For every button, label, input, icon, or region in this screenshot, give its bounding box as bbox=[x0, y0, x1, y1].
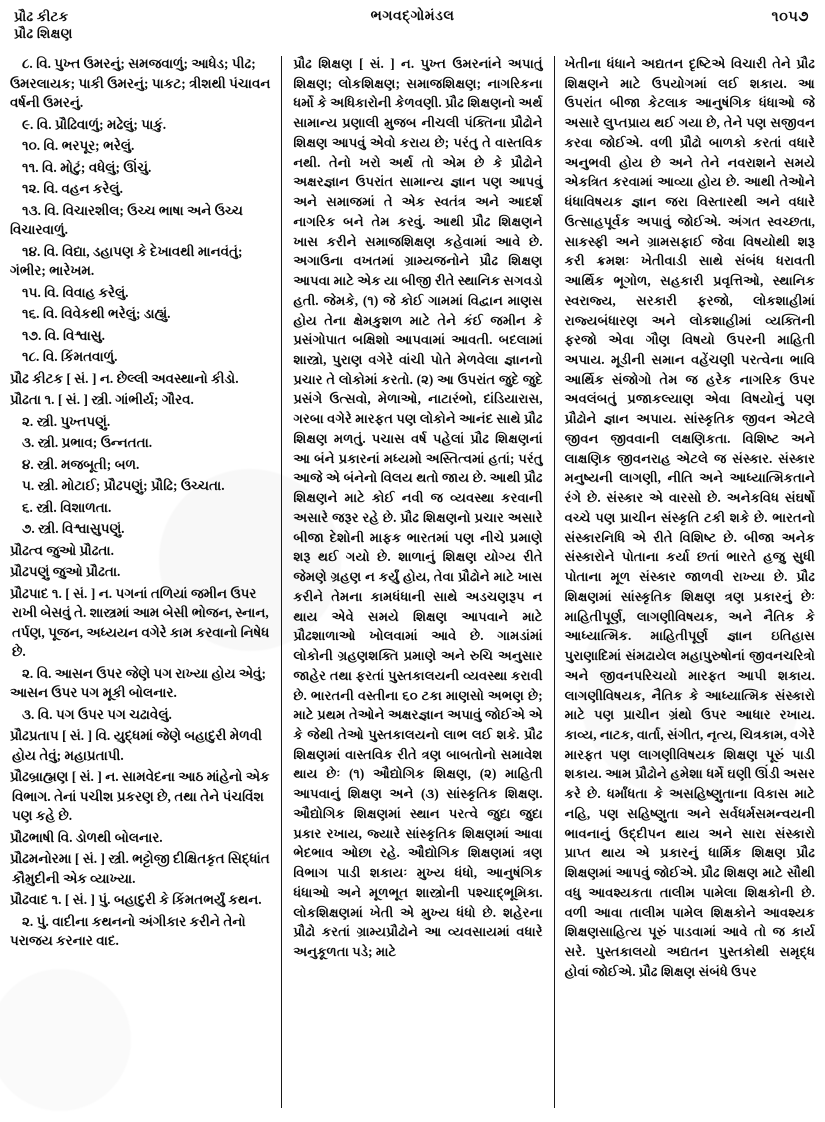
dictionary-entry: પ્રૌઢપાદ ૧. [ સં. ] ન. પગનાં તળિયાં જમીન ઉપર રાખી બેસવું તે. શાસ્ત્રમાં આમ બેસી ભોજન, સ્નાન, તર્પણ, પૂજન, અધ્યયન વગેરે કામ કરવાનો નિષેધ છે. bbox=[10, 585, 270, 659]
entry-sense: ૩. વિ. પગ ઉપર પગ ચઢાવેલું. bbox=[22, 706, 172, 722]
dictionary-entry: પ્રૌઢબ્રાહ્મણ [ સં. ] ન. સામવેદના આઠ માંહેનો એક વિભાગ. તેનાં પચીશ પ્રકરણ છે, તથા તેને પંચવિંશ પણ કહે છે. bbox=[10, 769, 270, 823]
dictionary-entry: પ્રૌઢ શિક્ષણ [ સં. ] ન. પુખ્ત ઉમરનાંને અપાતું શિક્ષણ; લોકશિક્ષણ; સમાજશિક્ષણ; નાગરિકના ધર્મો કે અધિકારોની કેળવણી. પ્રૌઢ શિક્ષણનો અર્થ સામાન્ય પ્રણાલી મુજબ નીચલી પંક્તિના પ્રૌઢોને શિક્ષણ આપવું એવો કરાય છે; પરંતુ તે વાસ્તવિક નથી. તેનો ખરો અર્થ તો એમ છે કે પ્રૌઢોને અક્ષરજ્ઞાન ઉપરાંત સામાન્ય જ્ઞાન પણ આપવું અને સમાજમાં તે એક સ્વતંત્ર અને આદર્શ નાગરિક બને તેમ કરવું. આથી પ્રૌઢ શિક્ષણને ખાસ કરીને સમાજશિક્ષણ કહેવામાં આવે છે. અગાઉના વખતમાં ગ્રામ્યજનોને પ્રૌઢ શિક્ષણ આપવા માટે એક યા બીજી રીતે સ્થાનિક સગવડો હતી. જેમકે, (૧) જે કોઈ ગામમાં વિદ્વાન માણસ હોય તેના ક્ષેમકુશળ માટે તેને કંઈ જમીન કે પ્રસંગોપાત બક્ષિશો આપવામાં આવતી. બદલામાં શાસ્ત્રો, પુરાણ વગેરે વાંચી પોતે મેળવેલા જ્ઞાનનો પ્રચાર તે લોકોમાં કરતો. (૨) આ ઉપરાંત જુદે જુદે પ્રસંગે ઉત્સવો, મેળાઓ, નાટારંભો, દાંડિયારાસ, ગરબા વગેરે મારફત પણ લોકોને આનંદ સાથે પ્રૌઢ શિક્ષણ મળતું. પચાસ વર્ષ પહેલાં પ્રૌઢ શિક્ષણનાં આ બંને પ્રકારનાં મધ્યમો અસ્તિત્વમાં હતાં; પરંતુ આજે એ બંનેનો વિલય થતો જાય છે. આથી પ્રૌઢ શિક્ષણને માટે કોઈ નવી જ વ્યવસ્થા કરવાની અસારે જરૂર રહે છે. પ્રૌઢ શિક્ષણનો પ્રચાર અસારે બીજા દેશોની માફક ભારતમાં પણ નીચે પ્રમાણે શરૂ થઈ ગયો છે. શાળાનું શિક્ષણ યોગ્ય રીતે જેમણે ગ્રહણ ન કર્યું હોય, તેવા પ્રૌઢોને માટે ખાસ કરીને તેમના કામધંધાની સાથે અડચણરૂપ ન થાય એવે સમયે શિક્ષણ આપવાને માટે પ્રૌઢશાળાઓ ખોલવામાં આવે છે. ગામડાંમાં લોકોની ગ્રહણશક્તિ પ્રમાણે અને રુચિ અનુસાર જાહેર તથા ફરતાં પુસ્તકાલયની વ્યવસ્થા કરાવી છે. ભારતની વસ્તીના ૬૦ ટકા માણસો અભણ છે; માટે પ્રથમ તેઓને અક્ષરજ્ઞાન અપાવું જોઈએ એ કે જેથી તેઓ પુસ્તકાલયનો લાભ લઈ શકે. પ્રૌઢ શિક્ષણમાં વાસ્તવિક રીતે ત્રણ બાબતોનો સમાવેશ થાય છેઃ (૧) ઔદ્યોગિક શિક્ષણ, (૨) માહિતી આપવાનું શિક્ષણ અને (૩) સાંસ્કૃતિક શિક્ષણ. ઔદ્યોગિક શિક્ષણમાં સ્થાન પરત્વે જુદા જુદા પ્રકાર રખાય, જ્યારે સાંસ્કૃતિક શિક્ષણમાં આવા ભેદભાવ ઓછા રહે. ઔદ્યોગિક શિક્ષણમાં ત્રણ વિભાગ પાડી શકાયઃ મુખ્ય ધંધો, આનુષંગિક ધંધાઓ અને મૂળભૂત શાસ્ત્રોની પશ્ચાદ્ભૂમિકા. લોકશિક્ષણમાં ખેતી એ મુખ્ય ધંધો છે. શહેરના પ્રૌઢો કરતાં ગ્રામ્યપ્રૌઢોને આ વ્યવસાયમાં વધારે અનુકૂળતા પડે; માટે bbox=[293, 56, 543, 960]
column-middle bbox=[282, 54, 553, 1114]
entry-sense: ૧૭. વિ. વિશ્વાસુ. bbox=[22, 327, 106, 343]
entry-sense: ૬. સ્ત્રી. વિશાળતા. bbox=[22, 499, 112, 515]
dictionary-entry: પ્રૌઢવાદ ૧. [ સં. ] પું. બહાદુરી કે કિંમતભર્યું કથન. bbox=[10, 892, 262, 907]
entry-sense: ૨. વિ. આસન ઉપર જેણે પગ રાખ્યા હોય એવું; આસન ઉપર પગ મૂકી બોલનાર. bbox=[10, 665, 266, 700]
running-head-left-line-2: પ્રૌઢ શિક્ષણ bbox=[14, 26, 73, 42]
entry-sense: ૧૧. વિ. મોટું; વધેલું; ઊંચું. bbox=[22, 159, 152, 175]
entry-sense: ૪. સ્ત્રી. મજબૂતી; બળ. bbox=[22, 456, 140, 472]
entry-sense: ૧૩. વિ. વિચારશીલ; ઉચ્ચ ભાષા અને ઉચ્ચ વિચારવાળું. bbox=[10, 202, 243, 237]
entry-sense: ૭. સ્ત્રી. વિશ્વાસુપણું. bbox=[22, 521, 125, 536]
entry-sense: ૧૫. વિ. વિવાહ કરેલું. bbox=[22, 284, 129, 300]
entry-continuation: ખેતીના ધંધાને અદ્યતન દૃષ્ટિએ વિચારી તેને પ્રૌઢ શિક્ષણને માટે ઉપયોગમાં લઈ શકાય. આ ઉપરાંત બીજા કેટલાક આનુષંગિક ધંધાઓ જે અસારે લુપ્તપ્રાય થઈ ગયા છે, તેને પણ સજીવન કરવા જોઈએ. વળી પ્રૌઢો બાળકો કરતાં વધારે અનુભવી હોય છે અને તેને નવરાશને સમયે એકત્રિત કરવામાં આવ્યા હોય છે. આથી તેઓને ધંધાવિષયક જ્ઞાન જરા વિસ્તારથી અને વધારે ઉત્સાહપૂર્વક અપાવું જોઈએ. અંગત સ્વચ્છતા, સાકસ્ફી અને ગ્રામસફાઈ જેવા વિષયોથી શરૂ કરી ક્રમશઃ ખેતીવાડી સાથે સંબંધ ધરાવતી આર્થિક ભૂગોળ, સહકારી પ્રવૃત્તિઓ, સ્થાનિક સ્વરાજ્ય, સરકારી ફરજો, લોકશાહીમાં રાજ્યબંધારણ અને લોકશાહીમાં વ્યક્તિની ફરજો એવા ગૌણ વિષયો ઉપરની માહિતી અપાય. મૂડીની સમાન વહેંચણી પરત્વેના ભાવિ આર્થિક સંજોગો તેમ જ હરેક નાગરિક ઉપર અવલંબતું પ્રજાકલ્યાણ એવા વિષયોનું પણ પ્રૌઢોને જ્ઞાન અપાય. સાંસ્કૃતિક જીવન એટલે જીવન જીવવાની લક્ષણિકતા. વિશિષ્ટ અને લાક્ષણિક જીવનરાહ એટલે જ સંસ્કાર. સંસ્કાર મનુષ્યની લાગણી, નીતિ અને આધ્યાત્મિકતાને રંગે છે. સંસ્કાર એ વારસો છે. અનેકવિધ સંઘર્ષો વચ્ચે પણ પ્રાચીન સંસ્કૃતિ ટકી શકે છે. ભારતનો સંસ્કારનિધિ એ રીતે વિશિષ્ટ છે. બીજા અનેક સંસ્કારોને પોતાના કર્યા છતાં ભારતે હજુ સુધી પોતાના મૂળ સંસ્કાર જાળવી રાખ્યા છે. પ્રૌઢ શિક્ષણમાં સાંસ્કૃતિક શિક્ષણ ત્રણ પ્રકારનું છેઃ માહિતીપૂર્ણ, લાગણીવિષયક, અને નૈતિક કે આધ્યાત્મિક. માહિતીપૂર્ણ જ્ઞાન ઇતિહાસ પુરાણાદિમાં સંમઢાયેલ મહાપુરુષોનાં જીવનચરિત્રો અને જીવનપરિચયો મારફત આપી શકાય. લાગણીવિષયક, નૈતિક કે આધ્યાત્મિક સંસ્કારો માટે પણ પ્રાચીન ગ્રંથો ઉપર આધાર રખાય. કાવ્ય, નાટક, વાર્તા, સંગીત, નૃત્ય, ચિત્રકામ, વગેરે મારફત પણ લાગણીવિષયક શિક્ષણ પૂરું પાડી શકાય. આમ પ્રૌઢોને હમેશા ધર્મે ઘણી ઊંડી અસર કરે છે. ધર્માંધતા કે અસહિષ્ણુતાના વિકાસ માટે નહિ, પણ સહિષ્ણુતા અને સર્વધર્મસમન્વયની ભાવનાનું ઉદ્દીપન થાય અને સારા સંસ્કારો પ્રાપ્ત થાય એ પ્રકારનું ધાર્મિક શિક્ષણ પ્રૌઢ શિક્ષણમાં આપવું જોઈએ. પ્રૌઢ શિક્ષણ માટે સૌથી વધુ આવશ્યકતા તાલીમ પામેલા શિક્ષકોની છે. વળી આવા તાલીમ પામેલ શિક્ષકોને આવશ્યક શિક્ષણસાહિત્ય પૂરું પાડવામાં આવે તો જ કાર્ય સરે. પુસ્તકાલયો અદ્યતન પુસ્તકોથી સમૃદ્ધ હોવાં જોઈએ. પ્રૌઢ શિક્ષણ સંબંધે ઉપર bbox=[564, 56, 815, 979]
entry-sense: ૧૪. વિ. વિદ્યા, ડહાપણ કે દેખાવથી માનવંતું; ગંભીર; ભારેખમ. bbox=[10, 243, 243, 278]
dictionary-entry: પ્રૌઢ કીટક [ સં. ] ન. છેલ્લી અવસ્થાનો કીડો. bbox=[10, 370, 239, 386]
running-head-left-line-1: પ્રૌઢ કીટક bbox=[14, 9, 69, 24]
entry-sense: ૩. સ્ત્રી. પ્રભાવ; ઉન્નતતા. bbox=[22, 435, 153, 450]
column-layout bbox=[10, 54, 815, 1114]
column-left bbox=[10, 54, 281, 1114]
dictionary-entry: પ્રૌઢમનોરમા [ સં. ] સ્ત્રી. ભટ્ટોજી દીક્ષિતકૃત સિદ્ધાંત કૌમુદીની એક વ્યાખ્યા. bbox=[10, 851, 270, 886]
column-right bbox=[555, 54, 815, 1114]
entry-sense: ૧૮. વિ. કિંમતવાળું. bbox=[22, 349, 118, 364]
entry-sense: ૫. સ્ત્રી. મોટાઈ; પ્રૌઢપણું; પ્રૌઢિ; ઉચ્ચતા. bbox=[22, 478, 225, 493]
dictionary-entry: પ્રૌઢપણું જુઓ પ્રૌઢતા. bbox=[10, 564, 121, 579]
entry-sense: ૯. વિ. પ્રૌઢિવાળું; મઢેલું; પાકું. bbox=[22, 116, 167, 132]
book-title: ભગવદ્ગોમંડલ bbox=[370, 9, 455, 24]
dictionary-entry: પ્રૌઢતા ૧. [ સં. ] સ્ત્રી. ગાંભીર્ય; ગૌરવ. bbox=[10, 392, 194, 407]
dictionary-entry: પ્રૌઢત્વ જુઓ પ્રૌઢતા. bbox=[10, 542, 115, 558]
running-head bbox=[10, 8, 815, 52]
entry-sense: ૧૦. વિ. ભરપૂર; ભરેલું. bbox=[22, 138, 135, 153]
entry-sense: ૨. સ્ત્રી. પુખ્તપણું. bbox=[22, 413, 111, 429]
entry-sense: ૨. પું. વાદીના કથનનો અંગીકાર કરીને તેનો પરાજય કરનાર વાદ. bbox=[10, 913, 246, 948]
dictionary-entry: પ્રૌઢભાષી વિ. ડોળથી બોલનાર. bbox=[10, 829, 163, 845]
entry-sense: ૧૨. વિ. વહન કરેલું. bbox=[22, 181, 123, 196]
dictionary-entry: પ્રૌઢપ્રતાપ [ સં. ] વિ. યુદ્ધમાં જેણે બહાદુરી મેળવી હોય તેવું; મહાપ્રતાપી. bbox=[10, 728, 262, 763]
entry-sense: ૧૬. વિ. વિવેકથી ભરેલું; ડાહ્યું. bbox=[22, 306, 171, 321]
page-number: ૧૦૫૭ bbox=[771, 9, 809, 25]
entry-sense: ૮. વિ. પુખ્ત ઉમરનું; સમજવાળું; આધેડ; પીઢ; ઉમરલાયક; પાકી ઉમરનું; પાકટ; ત્રીશથી પંચાવન વર્ષની ઉમરનું. bbox=[10, 56, 271, 110]
